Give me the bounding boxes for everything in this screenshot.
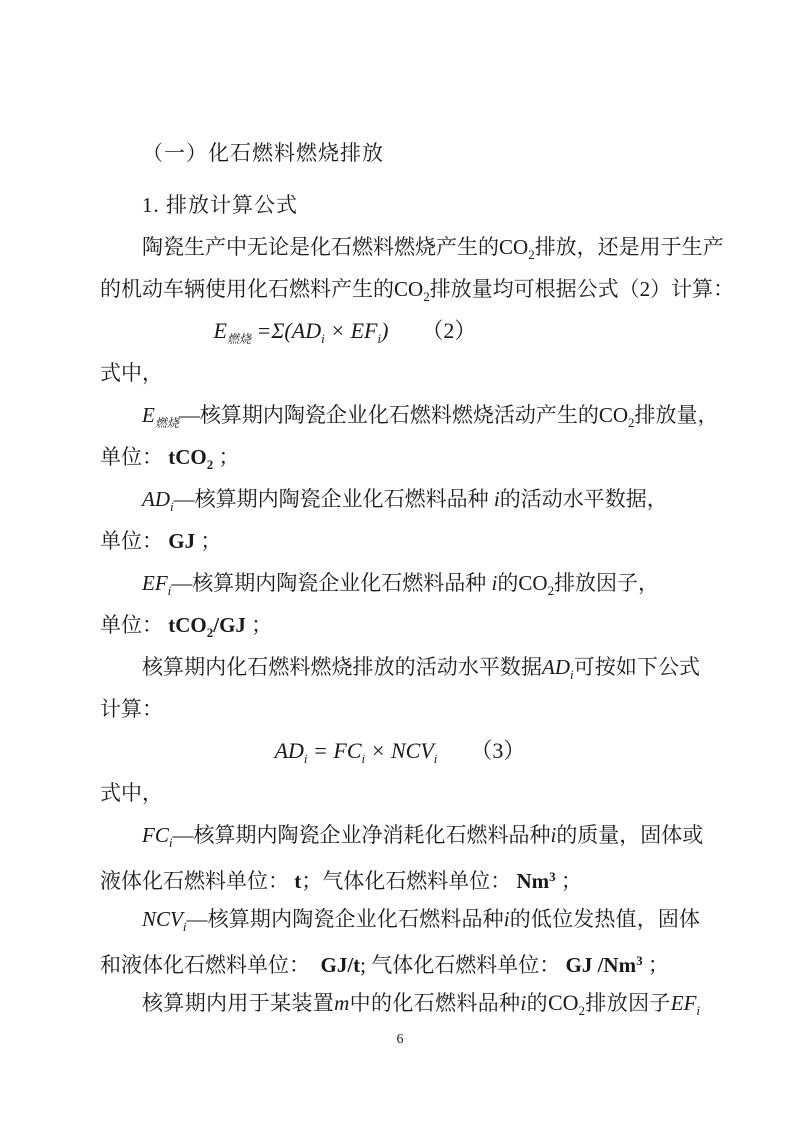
text-run: 的	[497, 571, 519, 595]
paragraph-line	[100, 352, 700, 394]
text-run: i	[361, 751, 366, 766]
text-run: —核算期内陶瓷企业净消耗化石燃料品种	[172, 823, 551, 847]
text-run: 中的化石燃料品种	[349, 991, 521, 1015]
text-run: 2	[528, 247, 535, 262]
text-run: （3）	[437, 738, 526, 763]
text-run: ; 气体化石燃料单位：	[360, 953, 566, 977]
text-run: 3	[549, 869, 556, 884]
text-run: i	[182, 919, 187, 934]
unit-line	[100, 604, 700, 646]
text-run: EF	[142, 571, 168, 595]
text-run: i	[493, 487, 500, 511]
text-run: FC	[142, 823, 169, 847]
text-run: m	[334, 991, 350, 1015]
text-run: EF	[350, 318, 378, 343]
text-run: —核算期内陶瓷企业化石燃料燃烧活动产生的	[178, 403, 599, 427]
text-run: CO	[499, 235, 529, 259]
text-run: tCO	[168, 445, 207, 469]
text-run: —核算期内陶瓷企业化石燃料品种	[186, 907, 504, 931]
text-run: =Σ(AD	[251, 318, 322, 343]
text-run: 3	[636, 953, 643, 968]
text-run: ；	[642, 953, 669, 977]
text-run: 排放量，	[634, 403, 719, 427]
definition-line	[100, 562, 700, 604]
text-run: Nm	[516, 869, 550, 893]
text-run: 排放因子，	[554, 571, 660, 595]
text-run: i	[570, 667, 574, 682]
text-run: i	[303, 751, 308, 766]
text-run: （一）化石燃料燃烧排放	[142, 141, 384, 165]
text-run: 液体化石燃料单位：	[100, 869, 295, 893]
text-run: E	[142, 403, 155, 427]
text-run: 单位：	[100, 445, 169, 469]
paragraph-line	[100, 268, 735, 310]
text-run: 可按如下公式	[573, 655, 701, 679]
text-run: 核算期内化石燃料燃烧排放的活动水平数据	[142, 655, 543, 679]
text-run: i	[696, 1003, 701, 1018]
definition-line	[100, 814, 704, 856]
subsection-heading	[100, 184, 700, 226]
text-run: —核算期内陶瓷企业化石燃料品种	[173, 487, 494, 511]
text-run: 式中，	[100, 361, 163, 385]
text-run: AD	[542, 655, 571, 679]
text-run: 单位：	[100, 613, 169, 637]
paragraph-line	[100, 646, 700, 688]
text-run: 的质量，固体或	[556, 823, 704, 847]
text-run: )	[381, 318, 389, 343]
text-run: AD	[142, 487, 170, 511]
text-run: GJ	[168, 529, 196, 553]
text-run: 2	[547, 583, 555, 598]
text-run: ×	[324, 318, 351, 343]
unit-line	[100, 940, 700, 982]
text-run: = FC	[307, 738, 362, 763]
unit-line	[100, 436, 700, 478]
text-run: 陶瓷生产中无论是化石燃料燃烧产生的	[142, 235, 499, 259]
text-run: 的机动车辆使用化石燃料产生的	[100, 277, 394, 301]
text-run: 式中，	[100, 781, 163, 805]
paragraph-line	[100, 982, 700, 1024]
text-run: GJ /Nm	[565, 953, 637, 977]
text-run: 核算期内用于某装置	[142, 991, 335, 1015]
paragraph-line	[100, 226, 724, 268]
text-run: i	[550, 823, 557, 847]
text-run: ；	[555, 869, 582, 893]
text-run: 2	[578, 1003, 586, 1018]
text-run: × NCV	[365, 738, 434, 763]
text-run: CO	[547, 990, 579, 1015]
text-run: 和液体化石燃料单位：	[100, 953, 321, 977]
text-run: EF	[670, 991, 697, 1015]
definition-line	[100, 394, 719, 436]
section-heading	[100, 132, 700, 174]
text-run: —核算期内陶瓷企业化石燃料品种	[171, 571, 492, 595]
text-run: 的低位发热值，固体	[509, 907, 701, 931]
text-run: 燃烧	[154, 416, 179, 430]
text-run: 排放，还是用于生产	[534, 235, 724, 259]
text-run: t	[294, 869, 302, 893]
paragraph-line	[100, 688, 700, 730]
text-run: 2	[628, 415, 635, 430]
formula-3	[100, 730, 700, 772]
text-run: 2	[206, 625, 214, 640]
text-run: 排放量均可根据公式（2）计算：	[429, 277, 735, 301]
unit-line	[100, 856, 700, 898]
text-run: 计算：	[100, 697, 163, 721]
definition-line	[100, 898, 700, 940]
text-run: CO	[518, 571, 548, 595]
text-run: ；	[195, 529, 222, 553]
text-run: /GJ	[213, 613, 246, 637]
text-run: ；	[245, 613, 273, 637]
page-number: 6	[396, 1032, 404, 1047]
text-run: i	[491, 571, 498, 595]
text-run: NCV	[142, 907, 183, 931]
text-run: AD	[274, 738, 304, 763]
text-run: CO	[394, 277, 424, 301]
text-run: i	[170, 499, 174, 514]
text-run: tCO	[168, 613, 207, 637]
text-run: ；气体化石燃料单位：	[301, 869, 517, 893]
text-run: CO	[598, 403, 629, 427]
text-run: ；	[213, 445, 240, 469]
text-run: （2）	[388, 318, 477, 343]
text-run: 2	[206, 457, 214, 472]
text-run: i	[167, 583, 172, 598]
text-run: i	[520, 991, 527, 1015]
text-run: i	[377, 331, 382, 346]
document-body	[100, 132, 735, 1024]
formula-2	[45, 310, 645, 352]
text-run: E	[213, 318, 227, 343]
definition-line	[100, 478, 700, 520]
paragraph-line	[100, 772, 700, 814]
text-run: 的活动水平数据，	[499, 487, 668, 511]
text-run: i	[321, 331, 325, 346]
unit-line	[100, 520, 700, 562]
text-run: 1. 排放计算公式	[142, 193, 298, 217]
text-run: GJ/t	[320, 953, 361, 977]
text-run: i	[503, 907, 510, 931]
text-run: 2	[423, 289, 430, 304]
text-run: 的	[526, 991, 548, 1015]
text-run: i	[433, 751, 438, 766]
text-run: 燃烧	[227, 332, 252, 346]
text-run: 排放因子	[585, 991, 671, 1015]
text-run: i	[168, 835, 173, 850]
text-run: 单位：	[100, 529, 169, 553]
